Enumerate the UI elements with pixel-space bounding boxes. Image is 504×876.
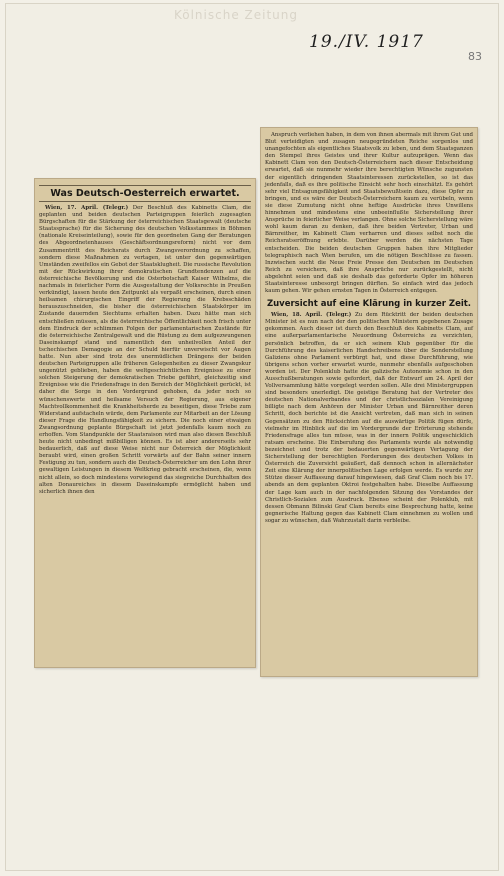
article-title: Was Deutsch-Oesterreich erwartet. — [39, 185, 251, 202]
newspaper-stamp: Kölnische Zeitung — [173, 8, 298, 22]
article-subtitle: Zuversicht auf eine Klärung in kurzer Zeit. — [266, 299, 472, 310]
article-body-continued — [265, 132, 473, 295]
article-continued-text: Anspruch verliehen haben, in dem von ihnen abermals mit ihrem Gut und Blut verteidigten und zusagen neugegründeten Reiche sorgenlos und unangefochten als eigentliches Staatsvolk zu leben, und dem Staatsganzen den Stempel ihres Geistes und ihrer Kultur aufzuprägen. Wenn das Kabinett Clam von den Deutsch-Österreichern nach dieser Entscheidung erwartet, daß sie nunmehr wieder ihre berechtigten Wünsche zugunsten der eigentlich dringenden Staatsinteressen zurückstellen, so ist das jedenfalls, daß es ihre politische Einsicht sehr hoch einschätzt. Es gehört sehr viel Entsagungsfähigkeit und Staatsbewußtsein dazu, diese Opfer zu bringen, und es wäre der Deutsch-Österreichern kaum zu verübeln, wenn sie diese Zumutung nicht ohne heftige Ausdrücke ihres Unwillens hinnehmen und mindestens eine unbeeinflußte Sicherstellung ihrer Ansprüche in feierlicher Weise verlangen. Ohne solche Sicherstellung wäre wohl kaum daran zu denken, daß ihre beiden Vertreter, Urban und Bärnreither, im Kabinett Clam verharren und dieses selbst noch die Reichsratseröffnung erlebte. Darüber werden die nächsten Tage entscheiden. Die beiden deutschen Gruppen haben ihre Mitglieder telegraphisch nach Wien berufen, um die nötigen Beschlüsse zu fassen. Inzwischen sucht die Neue Freie Presse den Deutschen im Deutschen Reich zu versichern, daß ihre Ansprüche nur zurückgestellt, nicht abgelehnt seien und daß sie deshalb das geforderte Opfer im höheren Staatsinteresse unbesorgt bringen dürften. So einfach wird das jedoch kaum gehen. Wir gehen ernsten Tagen in Österreich entgegen. — [265, 132, 473, 295]
second-dateline: Wien, 18. April. (Telegr.) — [271, 312, 352, 319]
handwritten-date: 19./IV. 1917 — [309, 32, 424, 52]
second-text: Zu dem Rücktritt der beiden deutschen Minister ist es nun nach der den politischen Ministern gegebenen Zusage gekommen. Auch dieser ist durch den Beschluß des Kabinetts Clam, auf eine außerparlamentarische Neuordnung Österreichs zu verzichten, persönlich betroffen, da er sich seinem Klub gegenüber für die Durchführung des kaiserlichen Handschreibens über die Sonderstellung Galiziens ohne Parlament verbürgt hat, und diese Durchführung, wie übrigens schon vorher erwartet wurde, nunmehr ebenfalls aufgeschoben worden ist. Der Polenklub hatte die galizische Autonomie schon in den Ausschußberatungen sowie gefordert, daß der Entwurf am 24. April der Vollversammlung hätte vorgelegt werden sollen. Alle drei Ministergruppen sind besonders unerledigt. Die geistige Beratung hat der Vertreter des deutschen Nationalverbandes und der christlichsozialen Vereinigung billigte nach dem Anhören der Minister Urban und Bärnreither deren Schritt, doch berichte ist die Ansicht vertreten, daß man sich in seinen Gegensätzen zu den Rücksichten auf die auswärtige Politik fügen dürfe, vielmehr im Hinblick auf die im Vordergrunde der Erörterung stehende Friedensfrage alles tun müsse, was in der innern Politik ungeschicklich ratsam erscheine. Die Einberufung des Parlaments wurde als notwendig bezeichnet und trotz der bedauerten gegenwärtigen Vertagung der Sicherstellung der berechtigten Forderungen des deutschen Volkes in Österreich die Zuversicht geäußert, daß dennoch schon in allernächster Zeit eine Klärung der innerpolitischen Lage erfolgen werde. Es wurde zur Stütze dieser Auffassung darauf hingewiesen, daß Graf Clam noch bis 17. abends an dem geplanten Oktroi festgehalten habe. Dieselbe Auffassung der Lage kam auch in der nachfolgenden Sitzung des Vorstandes der Christlich-Sozialen zum Ausdruck. Ebenso scheint der Polenklub, mit dessen Obmann Bilinski Graf Clam bereits eine Besprechung hatte, keine gegnerische Haltung gegen das Kabinett Clam einnehmen zu wollen und sogar zu wünschen, daß Wahrzustalt darin verbleibe. — [265, 312, 473, 524]
article-body — [39, 205, 251, 496]
article-body-second — [265, 312, 473, 525]
left-clipping — [34, 178, 256, 668]
right-clipping — [260, 127, 478, 677]
archive-number: 83 — [468, 50, 482, 63]
article-dateline: Wien, 17. April. (Telegr.) — [45, 205, 129, 211]
archive-sheet — [6, 4, 498, 870]
article-text: Der Beschluß des Kabinetts Clam, die geplanten und beiden deutschen Parteigruppen feierlich zugesagten Bürgschaften für die Stärkung der österreichischen Staatsgewalt (deutsche Staatssprache) für die Sicherung des deutschen Volksstammes in Böhmen (nationale Kreiseinteilung), sowie für den geordneten Gang der Beratungen des Abgeordnetenhauses (Geschäftsordnungsreform) nicht vor dem Zusammentritt des Reichsrats durch Zwangsverordnung zu schaffen, sondern diese Maßnahmen zu vertagen, ist unter den gegenwärtigen Umständen zweifellos ein Gebot der Staatsklugheit. Die russische Revolution mit der Rückwirkung ihrer demokratischen Grundtendenzen auf die österreichische Bevölkerung und die Osterbotschaft Kaiser Wilhelms, die nachmals in feierlicher Form die Ausgestaltung der Volksrechte in Preußen verkündigt, lassen heute den Zeitpunkt als verpaßt erscheinen, durch einen heilsamen chirurgischen Eingriff der Regierung die Krebsschäden herauszuschneiden, die bisher die österreichischen Staatskörper im Zustande dauernden Siechtums erhalten haben. Dazu hätte man sich entschließen müssen, als die österreichische Öffentlichkeit noch frisch unter dem Eindruck der schlimmen Folgen der parlamentarischen Zustände für die österreichische Zentralgewalt und die Rüstung zu dem aufgezwungenen Daseinskampf stand und namentlich den unheilvollen Anteil der tschechischen Demagogie an der Schuld hierfür unverwischt vor Augen hatte. Nun aber sind trotz des unermüdlichen Drängens der beiden deutschen Parteigruppen alle früheren Gelegenheiten zu dieser Zwangskur ungenützt geblieben, haben die weltgeschichtlichen Ereignisse zu einer solchen Steigerung der demokratischen Triebe geführt, gleichzeitig sind Ereignisse wie die Friedensfrage in den Bereich der Möglichkeit gerückt, ist daher die Sorge in den Vordergrund gehoben, da jeder noch so wünschenswerte und heilsame Versuch der Regierung, aus eigener Machtvollkommenheit die Krankheitsherde zu beseitigen, diese Triebe zum Widerstand aufstacheln würde, dem Parlamente zur Mitarbeit an der Lösung dieser Frage die Handlungsfähigkeit zu sichern. Die noch einer etwaigen Zwangsordnung geplante Bürgschaft ist jetzt jedenfalls kaum noch zu erhoffen. Vom Standpunkte der Staatsraison wird man also diesen Beschluß heute nicht unbedingt mißbilligen können. Es ist aber andererseits sehr bedauerlich, daß auf diese Weise nicht nur Österreich der Möglichkeit beraubt wird, einen großen Schritt vorwärts auf der Bahn seiner innern Festigung zu tun, sondern auch die Deutsch-Österreicher um den Lohn ihrer gewaltigen Leistungen in diesem Weltkrieg gebracht erscheinen, die, wenn nicht allein, so doch mindestens vorwiegend das siegreiche Durchhalten des alten Donaureiches in diesem Daseinskampfe ermöglicht haben und sicherlich ihnen den — [39, 205, 251, 495]
